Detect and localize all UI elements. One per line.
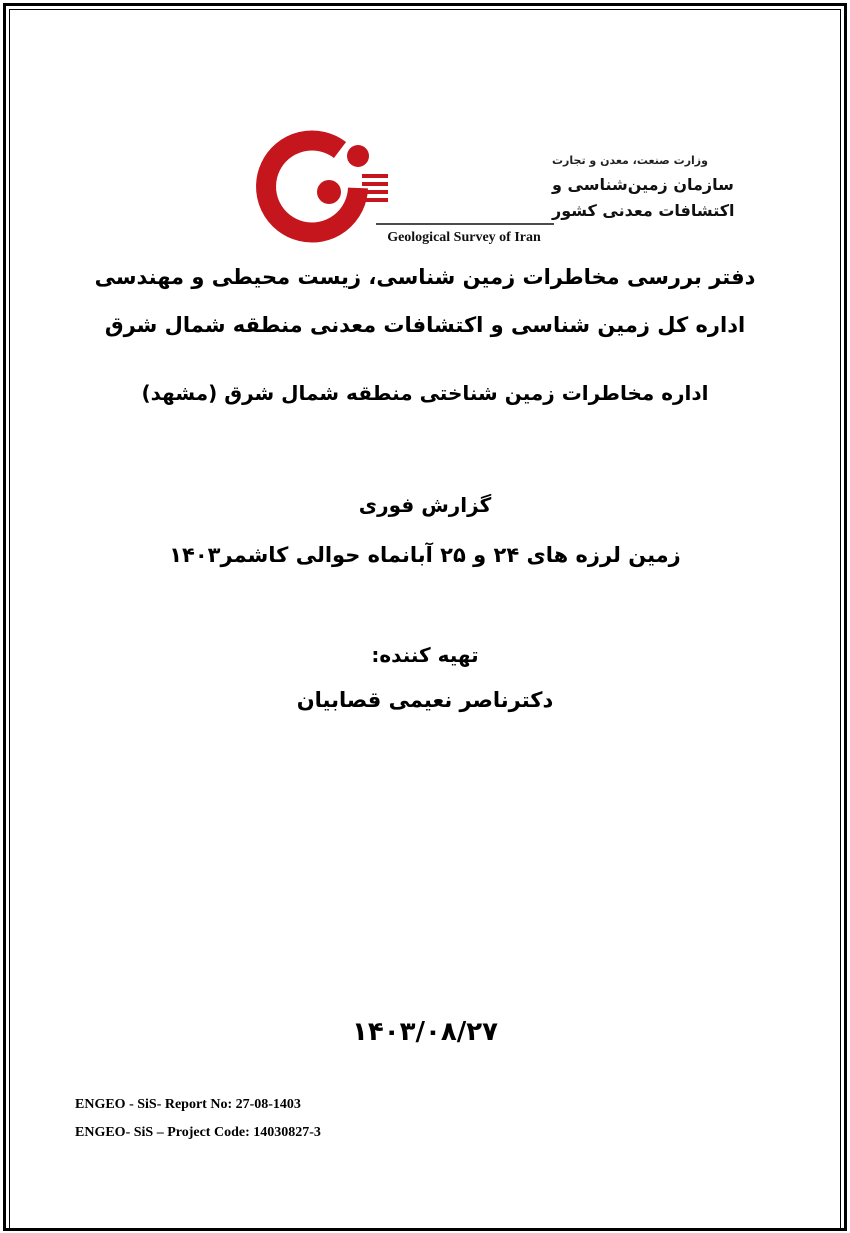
author-label: تهیه کننده: — [371, 643, 479, 667]
report-type: گزارش فوری — [358, 493, 492, 517]
gsi-logo — [270, 128, 735, 250]
logo-org-line2: اکتشافات معدنی کشور — [552, 201, 735, 220]
header-directorate: اداره کل زمین شناسی و اکتشافات معدنی منطقه شمال شرق — [104, 313, 746, 337]
project-code: ENGEO- SiS – Project Code: 14030827-3 — [75, 1125, 321, 1140]
gsi-emblem-icon — [266, 141, 388, 233]
logo-ministry-text: وزارت صنعت، معدن و تجارت — [552, 154, 708, 167]
report-number: ENGEO - SiS- Report No: 27-08-1403 — [75, 1097, 301, 1112]
logo-english-name: Geological Survey of Iran — [387, 230, 541, 245]
author-name: دکترناصر نعیمی قصابیان — [296, 688, 554, 712]
header-department: اداره مخاطرات زمین شناختی منطقه شمال شرق (مشهد) — [141, 381, 709, 405]
logo-org-line1: سازمان زمین‌شناسی و — [552, 175, 734, 194]
header-office: دفتر بررسی مخاطرات زمین شناسی، زیست محیطی و مهندسی — [94, 265, 756, 289]
report-title: زمین لرزه های ۲۴ و ۲۵ آبانماه حوالی کاشمر۱۴۰۳ — [169, 543, 681, 567]
report-date: ۱۴۰۳/۰۸/۲۷ — [352, 1017, 498, 1047]
